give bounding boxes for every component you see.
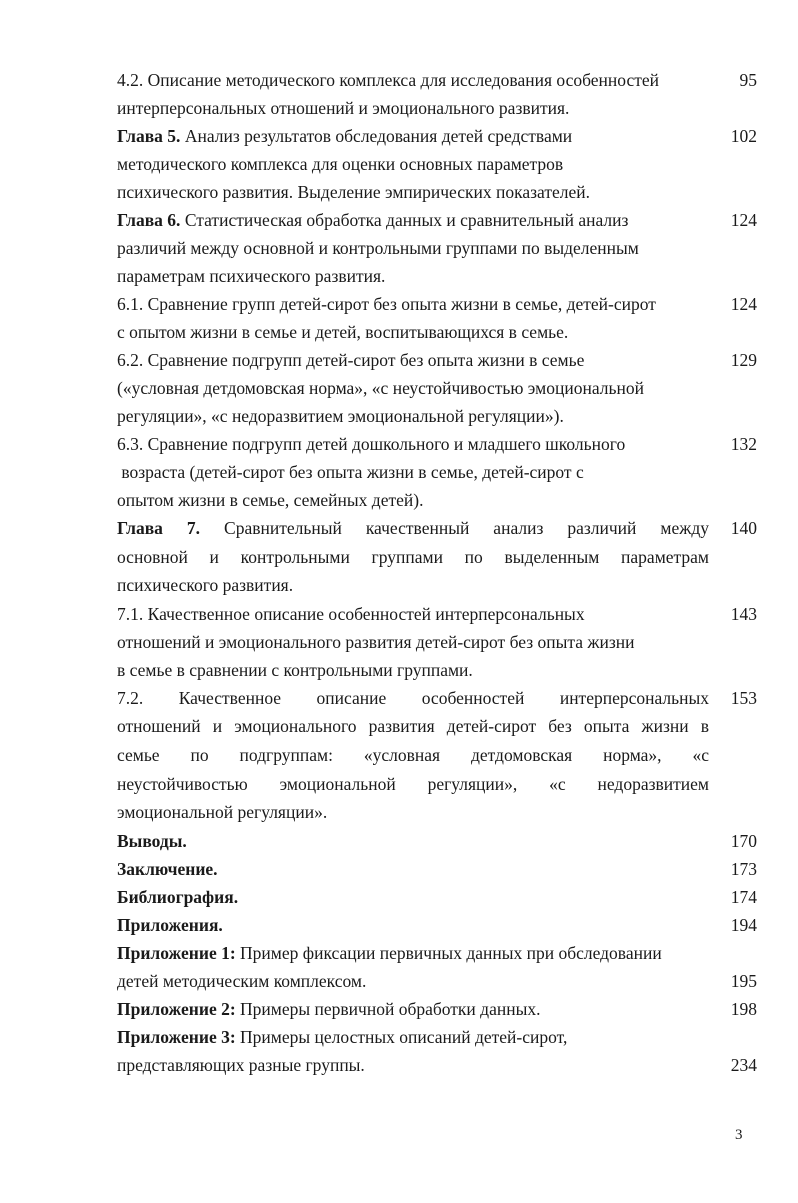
- toc-entry-appendices-page: 194: [730, 914, 757, 935]
- toc-entry-7-2-page: 153: [730, 687, 757, 708]
- toc-entry-appendix-1-line-2: детей методическим комплексом.: [117, 970, 367, 991]
- toc-entry-6-2-line-1: 6.2. Сравнение подгрупп детей-сирот без опыта жизни в семье: [117, 350, 585, 370]
- toc-entry-chapter-6-page: 124: [730, 210, 757, 230]
- toc-entry-4-2: [117, 66, 757, 122]
- toc-entry-appendix-1-page: 195: [730, 970, 757, 991]
- toc-entry-7-2-line-1: 7.2. Качественное описание особенностей интерперсональных: [117, 687, 709, 708]
- toc-entry-7-1-line-1: 7.1. Качественное описание особенностей интерперсональных: [117, 603, 585, 624]
- toc-entry-chapter-7-page: 140: [730, 518, 757, 538]
- appendix-3-label: Приложение 3:: [117, 1026, 236, 1047]
- toc-entry-6-1-page: 124: [730, 294, 757, 314]
- toc-entry-chapter-6: [117, 206, 757, 290]
- toc-entry-6-2-line-2: («условная детдомовская норма», «с неустойчивостью эмоциональной: [117, 378, 644, 398]
- toc-entry-appendices-label: Приложения.: [117, 914, 223, 935]
- toc-entry-chapter-5-line-1: Анализ результатов обследования детей средствами: [184, 126, 573, 146]
- toc-entry-6-3-page: 132: [730, 434, 757, 454]
- chapter-7-label: Глава 7.: [117, 518, 201, 538]
- toc-entry-6-2-page: 129: [730, 350, 757, 370]
- toc-entry-appendix-1-line-1: Пример фиксации первичных данных при обследовании: [240, 942, 662, 963]
- toc-entry-chapter-5-page: 102: [730, 126, 757, 146]
- toc-entry-conclusions: [117, 827, 757, 855]
- toc-entry-4-2-page: 95: [739, 70, 757, 90]
- toc-entry-6-1-line-1: 6.1. Сравнение групп детей-сирот без опыта жизни в семье, детей-сирот: [117, 294, 656, 314]
- toc-entry-6-3-line-1: 6.3. Сравнение подгрупп детей дошкольного и младшего школьного: [117, 434, 626, 454]
- toc-entry-7-1-line-3: в семье в сравнении с контрольными группами.: [117, 659, 473, 680]
- toc-entry-appendix-3-page: 234: [730, 1054, 757, 1075]
- toc-entry-6-3-line-2: возраста (детей-сирот без опыта жизни в семье, детей-сирот с: [117, 462, 584, 482]
- toc-entry-7-2-line-2: отношений и эмоционального развития детей-сирот без опыта жизни в: [117, 716, 709, 737]
- toc-entry-chapter-5: [117, 122, 757, 206]
- toc-entry-6-3-line-3: опытом жизни в семье, семейных детей).: [117, 490, 424, 510]
- toc-entry-6-1: [117, 290, 757, 346]
- toc-entry-7-1-line-2: отношений и эмоционального развития детей-сирот без опыта жизни: [117, 631, 635, 652]
- toc-entry-appendix-2: [117, 995, 757, 1023]
- toc-entry-7-2-line-5: эмоциональной регуляции».: [117, 802, 328, 823]
- toc-entry-7-1-page: 143: [730, 603, 757, 624]
- chapter-6-label: Глава 6.: [117, 210, 181, 230]
- toc-entry-summary-label: Заключение.: [117, 858, 218, 879]
- toc-entry-appendix-2-page: 198: [730, 998, 757, 1019]
- toc-entry-bibliography-page: 174: [730, 886, 757, 907]
- toc-entry-appendix-3-line-2: представляющих разные группы.: [117, 1054, 365, 1075]
- appendix-2-label: Приложение 2:: [117, 998, 236, 1019]
- toc-entry-bibliography: [117, 883, 757, 911]
- toc-entry-appendices: [117, 911, 757, 939]
- toc-entry-bibliography-label: Библиография.: [117, 886, 239, 907]
- toc-entry-6-3: [117, 430, 757, 514]
- toc-entry-chapter-5-line-2: методического комплекса для оценки основных параметров: [117, 154, 564, 174]
- table-of-contents: [117, 66, 757, 1079]
- toc-entry-6-1-line-2: с опытом жизни в семье и детей, воспитывающихся в семье.: [117, 322, 569, 342]
- toc-entry-chapter-6-line-1: Статистическая обработка данных и сравнительный анализ: [184, 210, 629, 230]
- toc-entry-4-2-line-2: интерперсональных отношений и эмоционального развития.: [117, 98, 570, 118]
- toc-entry-appendix-3: [117, 1023, 757, 1079]
- toc-entry-6-2-line-3: регуляции», «с недоразвитием эмоциональной регуляции»).: [117, 406, 564, 426]
- toc-entry-chapter-6-line-3: параметрам психического развития.: [117, 266, 386, 286]
- toc-entry-appendix-3-line-1: Примеры целостных описаний детей-сирот,: [240, 1026, 568, 1047]
- toc-entry-chapter-5-line-3: психического развития. Выделение эмпирических показателей.: [117, 182, 591, 202]
- toc-entry-conclusions-page: 170: [730, 830, 757, 851]
- toc-entry-chapter-7: [117, 514, 757, 600]
- toc-entry-7-2-line-4: неустойчивостью эмоциональной регуляции», «с недоразвитием: [117, 773, 709, 794]
- toc-entry-chapter-7-line-1: Сравнительный качественный анализ различий между: [224, 518, 709, 538]
- toc-entry-conclusions-label: Выводы.: [117, 830, 187, 851]
- appendix-1-label: Приложение 1:: [117, 942, 236, 963]
- toc-entry-6-2: [117, 346, 757, 430]
- toc-entry-chapter-6-line-2: различий между основной и контрольными группами по выделенным: [117, 238, 639, 258]
- toc-entry-chapter-7-line-2: основной и контрольными группами по выделенным параметрам: [117, 546, 709, 567]
- toc-entry-7-1: [117, 600, 757, 684]
- toc-entry-7-2-line-3: семье по подгруппам: «условная детдомовская норма», «с: [117, 744, 709, 765]
- toc-entry-4-2-line-1: 4.2. Описание методического комплекса для исследования особенностей: [117, 70, 659, 90]
- chapter-5-label: Глава 5.: [117, 126, 181, 146]
- toc-entry-summary-page: 173: [730, 858, 757, 879]
- toc-entry-7-2: [117, 684, 757, 827]
- toc-entry-appendix-2-text: Примеры первичной обработки данных.: [240, 998, 541, 1019]
- page-number: 3: [735, 1127, 743, 1143]
- toc-entry-chapter-7-line-3: психического развития.: [117, 575, 294, 596]
- toc-entry-appendix-1: [117, 939, 757, 995]
- toc-entry-summary: [117, 855, 757, 883]
